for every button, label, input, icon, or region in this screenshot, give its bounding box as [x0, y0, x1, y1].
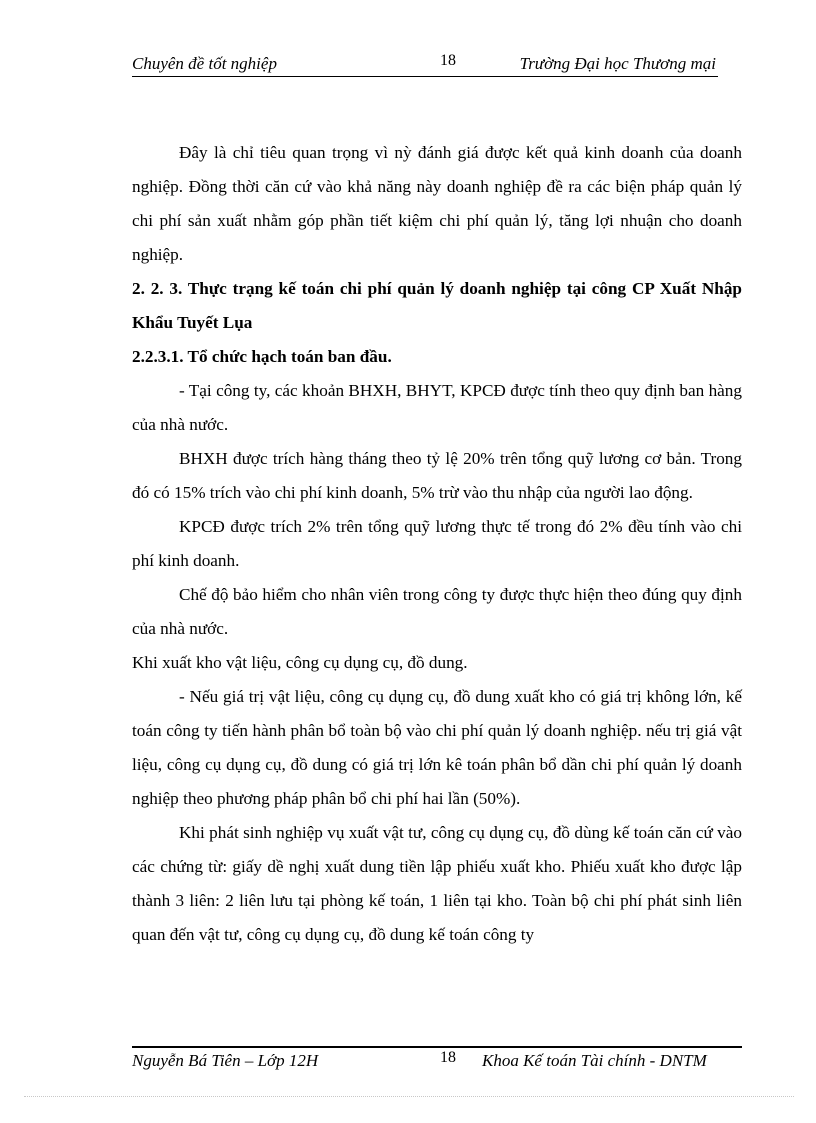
paragraph-intro: Đây là chỉ tiêu quan trọng vì nỳ đánh giá được kết quả kinh doanh của doanh nghiệp. Đồng thời căn cứ vào khả năng này doanh nghiệp đề ra các biện pháp quản lý chi phí sản xuất nhằm góp phần tiết kiệm chi phí quản lý, tăng lợi nhuận cho doanh nghiệp. — [132, 143, 742, 264]
page-footer — [132, 1049, 742, 1075]
footer-divider — [132, 1046, 742, 1048]
header-page-number: 18 — [440, 52, 456, 69]
header-school-name: Trường Đại học Thương mại — [519, 54, 716, 73]
section-heading: 2. 2. 3. Thực trạng kế toán chi phí quản lý doanh nghiệp tại công CP Xuất Nhập Khẩu Tuyết Lụa — [132, 279, 742, 332]
subsection-heading: 2.2.3.1. Tổ chức hạch toán ban đầu. — [132, 347, 392, 366]
header-divider — [132, 76, 718, 77]
paragraph-insurance-regime: Chế độ bảo hiểm cho nhân viên trong công ty được thực hiện theo đúng quy định của nhà nước. — [132, 585, 742, 638]
page-body — [132, 136, 742, 952]
footer-faculty: Khoa Kế toán Tài chính - DNTM — [482, 1051, 707, 1070]
footer-author: Nguyễn Bá Tiên – Lớp 12H — [132, 1051, 319, 1070]
footer-page-number: 18 — [440, 1049, 456, 1066]
paragraph-bhxh: BHXH được trích hàng tháng theo tỷ lệ 20% trên tổng quỹ lương cơ bản. Trong đó có 15% trích vào chi phí kinh doanh, 5% trừ vào thu nhập của người lao động. — [132, 449, 742, 502]
paragraph-kpcd: KPCĐ được trích 2% trên tổng quỹ lương thực tế trong đó 2% đều tính vào chi phí kinh doanh. — [132, 517, 742, 570]
paragraph-issue-vouchers: Khi phát sinh nghiệp vụ xuất vật tư, công cụ dụng cụ, đồ dùng kế toán căn cứ vào các chứng từ: giấy dề nghị xuất dung tiền lập phiếu xuất kho. Phiếu xuất kho được lập thành 3 liên: 2 liên lưu tại phòng kế toán, 1 liên tại kho. Toàn bộ chi phí phát sinh liên quan đến vật tư, công cụ dụng cụ, đồ dung kế toán công ty — [132, 823, 742, 944]
paragraph-insurance-items: - Tại công ty, các khoản BHXH, BHYT, KPCĐ được tính theo quy định ban hàng của nhà nước. — [132, 381, 742, 434]
page-bottom-border — [24, 1096, 794, 1097]
paragraph-allocation: - Nếu giá trị vật liệu, công cụ dụng cụ, đồ dung xuất kho có giá trị không lớn, kế toán công ty tiến hành phân bổ toàn bộ vào chi phí quản lý doanh nghiệp. nếu trị giá vật liệu, công cụ dụng cụ, đồ dung có giá trị lớn kê toán phân bổ dần chi phí quản lý doanh nghiệp theo phương pháp phân bổ chi phí hai lần (50%). — [132, 687, 742, 808]
page-header — [132, 52, 718, 78]
header-document-type: Chuyên đề tốt nghiệp — [132, 54, 277, 73]
paragraph-materials-issue: Khi xuất kho vật liệu, công cụ dụng cụ, đồ dung. — [132, 653, 468, 672]
